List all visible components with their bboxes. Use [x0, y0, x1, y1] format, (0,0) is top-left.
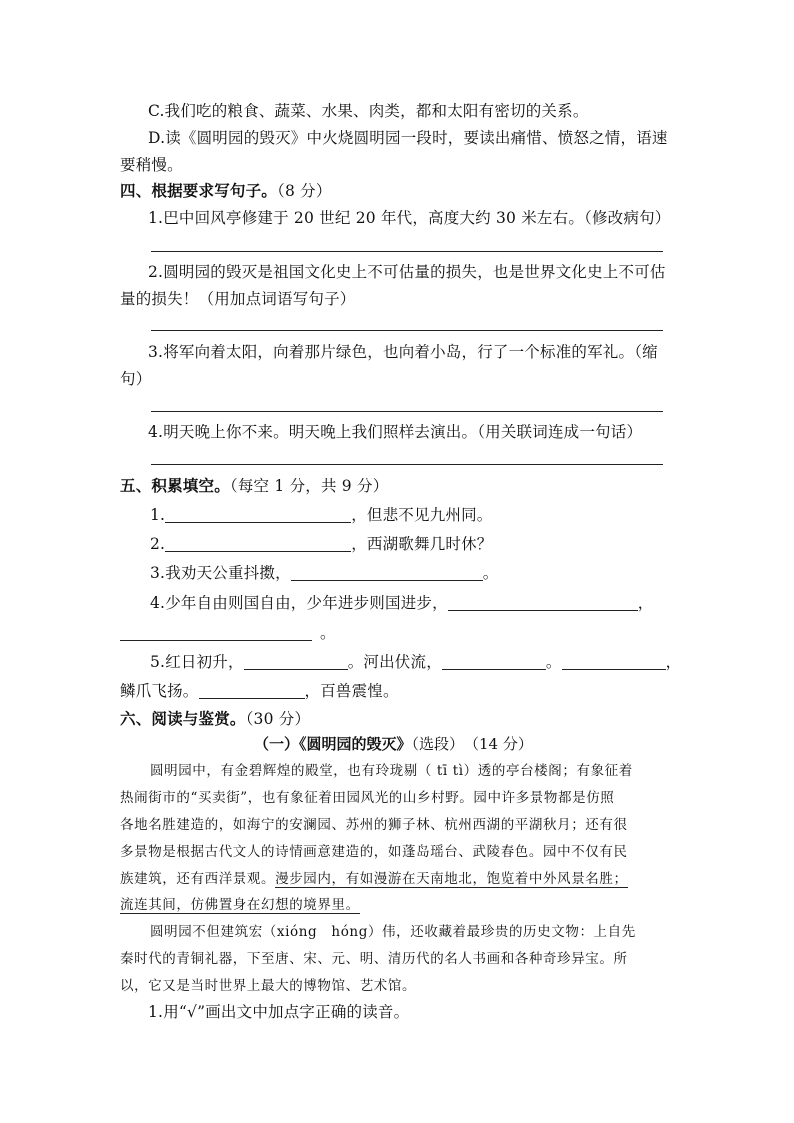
passage-p1-line5-plain: 族建筑，还有西洋景观。: [120, 871, 276, 887]
s5-q5-part2: 。: [545, 653, 562, 671]
s5-q4-end: 。: [320, 624, 336, 642]
s4-question-3-line1: 3.将军向着太阳，向着那片绿色，也向着小岛，行了一个标准的军礼。（缩: [148, 343, 658, 361]
s5-blank-2[interactable]: [165, 535, 351, 552]
s5-question-1: [150, 505, 493, 525]
s5-q3-text: 3.我劝天公重抖擞，: [150, 564, 291, 582]
s5-q4-text: 4.少年自由则国自由，少年进步则国进步，: [150, 594, 448, 612]
s5-question-5-line1: [150, 652, 681, 672]
s5-question-5-line2: [120, 681, 399, 701]
passage-p1-line1: 圆明园中，有金碧辉煌的殿堂，也有玲珑剔（ tī tì）透的亭台楼阁；有象征着: [150, 763, 633, 779]
option-c: C.我们吃的粮食、蔬菜、水果、肉类，都和太阳有密切的关系。: [148, 102, 589, 120]
s5-question-2: [150, 534, 493, 554]
passage-p1-line4: 多景物是根据古代文人的诗情画意建造的，如蓬岛瑶台、武陵春色。园中不仅有民: [120, 844, 628, 860]
s5-q4-comma: ，: [637, 594, 654, 612]
passage-p2-line1: 圆明园不但建筑宏（xióng hóng）伟，还收藏着最珍贵的历史文物：上自先: [150, 924, 636, 940]
s5-question-3: [150, 563, 499, 583]
s5-blank-5b[interactable]: [442, 653, 546, 670]
s4-question-3-line2: 句）: [120, 370, 152, 388]
s5-q5-line2-text: 鳞爪飞扬。: [120, 682, 199, 700]
passage-underlined-sentence-1: 漫步园内，有如漫游在天南地北，饱览着中外风景名胜；: [275, 871, 628, 887]
s5-q1-text: ，但悲不见九州同。: [351, 506, 493, 524]
s5-blank-5a[interactable]: [244, 653, 348, 670]
s5-q5-part3: ，: [665, 653, 682, 671]
s5-blank-4b[interactable]: [120, 624, 312, 641]
s5-question-4-line2: [120, 623, 336, 643]
section6-title: 六、阅读与鉴赏。: [120, 710, 246, 728]
s5-q2-number: 2.: [150, 535, 166, 553]
section4-points: （8 分）: [277, 182, 332, 200]
passage-p2-line3: 以，它又是当时世界上最大的博物馆、艺术馆。: [120, 978, 417, 994]
s5-blank-1[interactable]: [165, 506, 351, 523]
passage-p1-line6: [120, 896, 360, 914]
section4-title: 四、根据要求写句子。: [120, 182, 278, 200]
s4-question-2-line2: 量的损失！（用加点词语写句子）: [120, 290, 356, 308]
passage-p2-line2: 秦时代的青铜礼器，下至唐、宋、元、明、清历代的名人书画和各种奇珍异宝。所: [120, 951, 628, 967]
option-d-line2: 要稍慢。: [120, 156, 183, 174]
section4-heading: [120, 181, 332, 201]
s5-blank-5d[interactable]: [199, 682, 305, 699]
passage-title-text: （一）《圆明园的毁灭》: [254, 735, 412, 753]
s4-question-1: 1.巴中回风亭修建于 20 世纪 20 年代，高度大约 30 米左右。（修改病句）: [148, 209, 671, 227]
section6-points: （30 分）: [245, 710, 311, 728]
s5-question-4-line1: [150, 593, 654, 613]
section5-heading: [120, 476, 388, 496]
section5-points: （每空 1 分，共 9 分）: [229, 477, 389, 495]
s5-q2-text: ，西湖歌舞几时休？: [351, 535, 493, 553]
s4-question-2-line1: 2.圆明园的毁灭是祖国文化史上不可估量的损失，也是世界文化史上不可估: [148, 263, 666, 281]
s4-answer-line-3[interactable]: [151, 411, 663, 412]
s5-q5-line2-end: ，百兽震惶。: [304, 682, 399, 700]
section6-heading: [120, 709, 310, 729]
passage-p1-line2: 热闹街市的“买卖街”，也有象征着田园风光的山乡村野。园中许多景物都是仿照: [120, 790, 615, 806]
s4-question-4: 4.明天晚上你不来。明天晚上我们照样去演出。（用关联词连成一句话）: [148, 423, 643, 441]
option-d-line1: D.读《圆明园的毁灭》中火烧圆明园一段时，要读出痛惜、愤怒之情，语速: [148, 129, 668, 147]
passage-p1-line5: [120, 870, 628, 888]
s5-blank-4a[interactable]: [448, 594, 638, 611]
section5-title: 五、积累填空。: [120, 477, 230, 495]
s4-answer-line-4[interactable]: [151, 464, 663, 465]
s5-q5-part1: 。河出伏流，: [347, 653, 442, 671]
passage-p1-line3: 各地名胜建造的，如海宁的安澜园、苏州的狮子林、杭州西湖的平湖秋月；还有很: [120, 817, 628, 833]
s5-q3-end: 。: [482, 564, 499, 582]
passage-underlined-sentence-2: 流连其间，仿佛置身在幻想的境界里。: [120, 897, 360, 913]
passage-title: [254, 734, 533, 754]
s6-question-1: 1.用“√”画出文中加点字正确的读音。: [148, 1003, 410, 1021]
s5-q5-text: 5.红日初升，: [150, 653, 244, 671]
s4-answer-line-1[interactable]: [151, 251, 663, 252]
s5-q1-number: 1.: [150, 506, 166, 524]
s4-answer-line-2[interactable]: [151, 330, 663, 331]
s5-blank-3[interactable]: [291, 564, 483, 581]
passage-title-note: （选段） （14 分）: [411, 735, 533, 753]
s5-blank-5c[interactable]: [562, 653, 666, 670]
